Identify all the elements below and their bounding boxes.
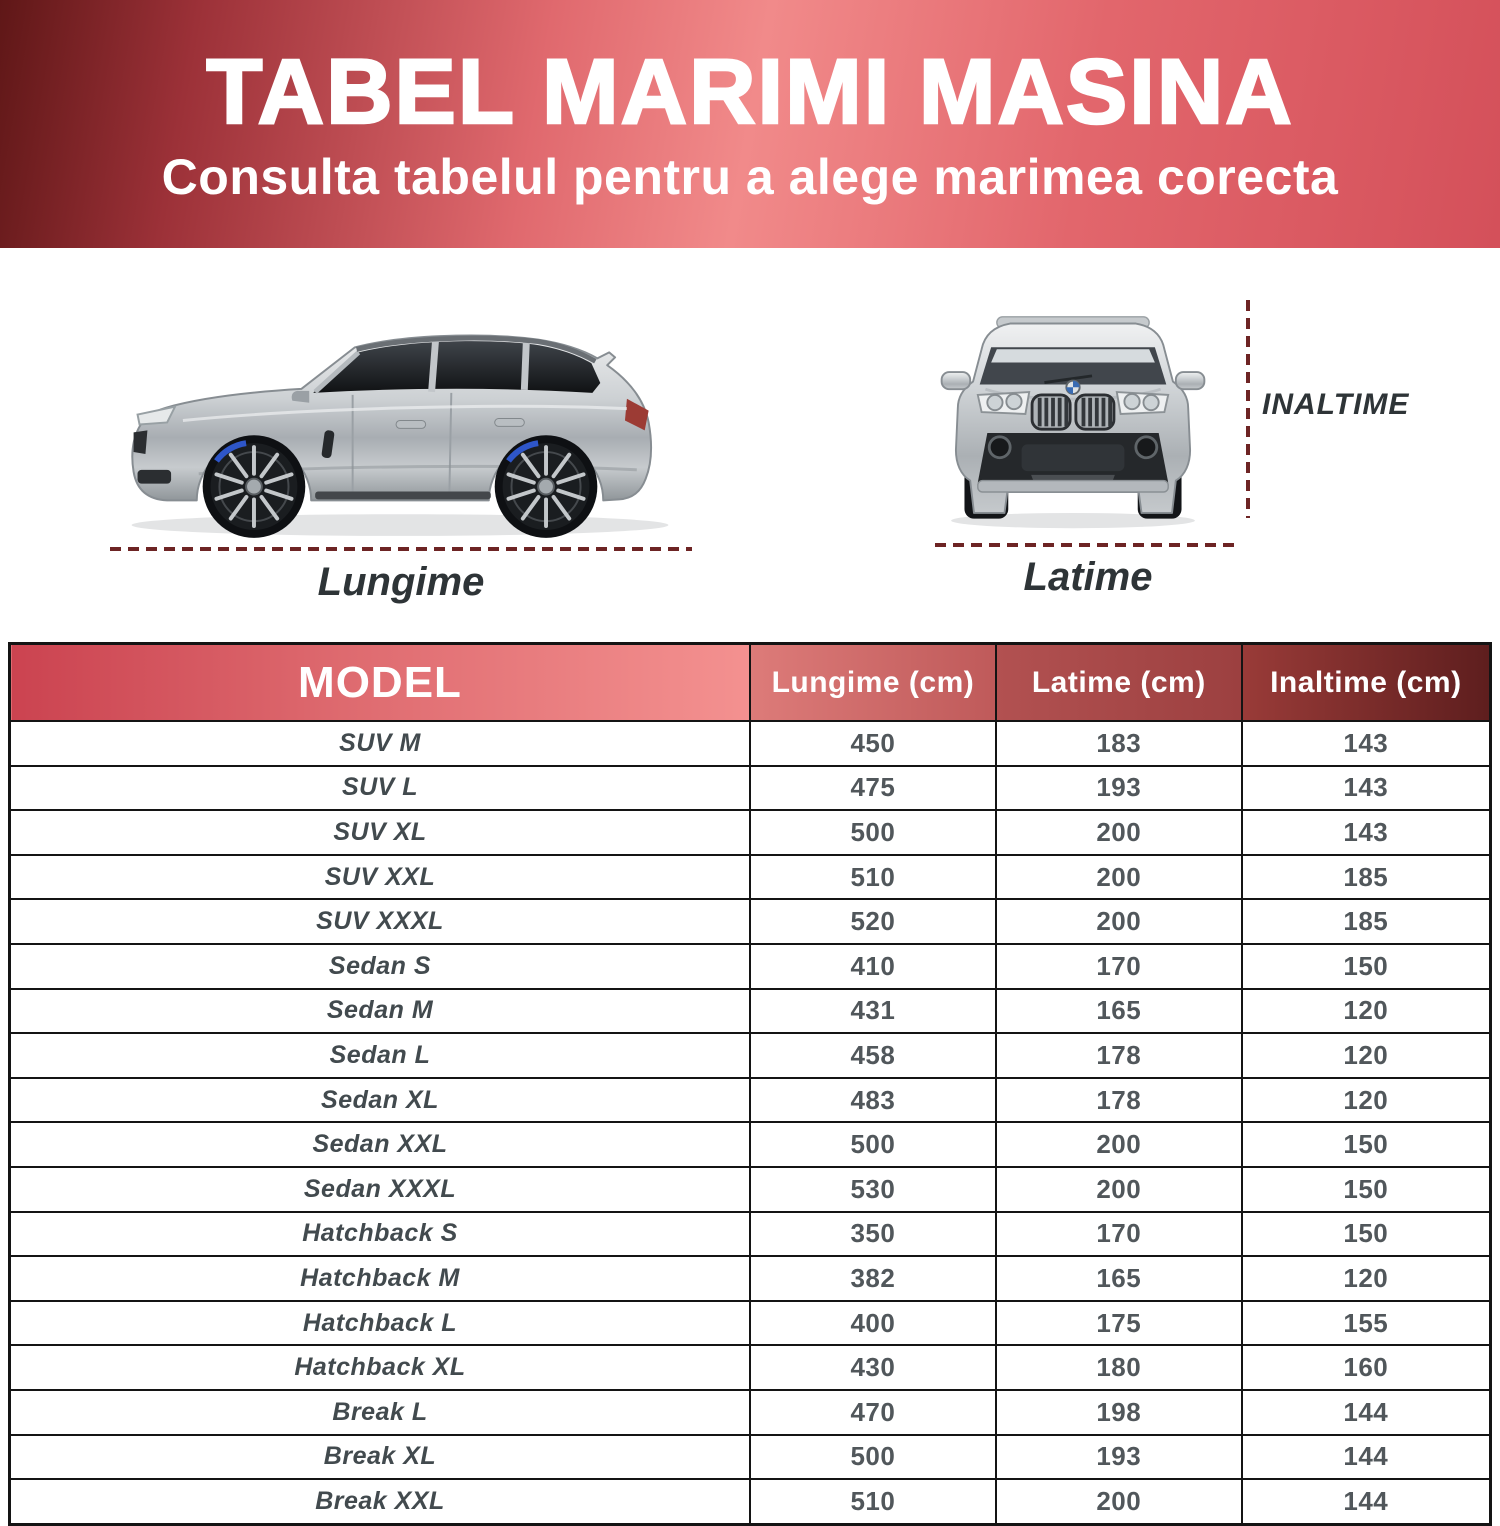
model-cell: Hatchback L	[10, 1301, 751, 1346]
width-cell: 165	[996, 989, 1242, 1034]
width-cell: 193	[996, 766, 1242, 811]
length-cell: 470	[750, 1390, 996, 1435]
width-cell: 200	[996, 1167, 1242, 1212]
model-cell: Sedan XXXL	[10, 1167, 751, 1212]
model-cell: Sedan M	[10, 989, 751, 1034]
height-cell: 150	[1242, 1122, 1491, 1167]
length-cell: 400	[750, 1301, 996, 1346]
windshield-reflection	[991, 349, 1155, 362]
length-cell: 458	[750, 1033, 996, 1078]
height-cell: 150	[1242, 1212, 1491, 1257]
model-cell: Break XXL	[10, 1479, 751, 1524]
table-row	[10, 1122, 1491, 1167]
model-cell: Sedan S	[10, 944, 751, 989]
model-cell: SUV XL	[10, 810, 751, 855]
bumper-lip	[978, 481, 1168, 492]
length-cell: 520	[750, 899, 996, 944]
width-cell: 200	[996, 855, 1242, 900]
table-row	[10, 989, 1491, 1034]
length-label: Lungime	[317, 560, 485, 604]
size-table-wrap	[8, 642, 1492, 1526]
height-cell: 120	[1242, 1256, 1491, 1301]
left-mirror	[942, 372, 971, 389]
table-row	[10, 810, 1491, 855]
front-wheel	[203, 435, 306, 538]
banner	[0, 0, 1500, 248]
width-dashed-line	[935, 543, 1241, 547]
height-cell: 120	[1242, 1078, 1491, 1123]
width-cell: 170	[996, 1212, 1242, 1257]
bumper-vent	[138, 470, 172, 484]
width-cell: 200	[996, 810, 1242, 855]
height-cell: 185	[1242, 899, 1491, 944]
size-table-head	[10, 644, 1491, 722]
height-cell: 120	[1242, 1033, 1491, 1078]
width-cell: 175	[996, 1301, 1242, 1346]
model-cell: SUV XXL	[10, 855, 751, 900]
height-cell: 120	[1242, 989, 1491, 1034]
page-title: TABEL MARIMI MASINA	[206, 41, 1294, 143]
height-cell: 150	[1242, 944, 1491, 989]
column-header-height: Inaltime (cm)	[1242, 644, 1491, 722]
length-cell: 500	[750, 810, 996, 855]
height-cell: 144	[1242, 1479, 1491, 1524]
side-mirror	[292, 391, 310, 403]
left-fog-light	[989, 437, 1010, 458]
table-row	[10, 899, 1491, 944]
width-cell: 170	[996, 944, 1242, 989]
table-row	[10, 1390, 1491, 1435]
table-row	[10, 721, 1491, 766]
length-cell: 382	[750, 1256, 996, 1301]
size-table	[8, 642, 1492, 1526]
width-cell: 193	[996, 1435, 1242, 1480]
c-pillar	[524, 343, 526, 390]
height-cell: 150	[1242, 1167, 1491, 1212]
length-cell: 483	[750, 1078, 996, 1123]
length-cell: 430	[750, 1345, 996, 1390]
height-label: INALTIME	[1262, 388, 1410, 421]
table-row	[10, 1212, 1491, 1257]
height-cell: 143	[1242, 766, 1491, 811]
front-grille	[134, 430, 148, 454]
rocker-panel	[315, 492, 491, 500]
size-table-body	[10, 721, 1491, 1524]
width-cell: 165	[996, 1256, 1242, 1301]
width-cell: 178	[996, 1033, 1242, 1078]
table-row	[10, 1301, 1491, 1346]
height-dashed-line	[1246, 300, 1250, 518]
length-cell: 450	[750, 721, 996, 766]
table-row	[10, 1256, 1491, 1301]
height-cell: 143	[1242, 721, 1491, 766]
table-row	[10, 1479, 1491, 1524]
length-cell: 350	[750, 1212, 996, 1257]
length-dashed-line	[110, 547, 692, 551]
door-handle	[495, 419, 525, 427]
width-cell: 200	[996, 1479, 1242, 1524]
rear-wheel	[495, 435, 598, 538]
table-row	[10, 1078, 1491, 1123]
model-cell: Sedan XL	[10, 1078, 751, 1123]
length-cell: 530	[750, 1167, 996, 1212]
table-row	[10, 1345, 1491, 1390]
width-label: Latime	[1023, 555, 1153, 599]
page-subtitle: Consulta tabelul pentru a alege marimea corecta	[161, 149, 1339, 205]
model-cell: Break XL	[10, 1435, 751, 1480]
length-cell: 510	[750, 855, 996, 900]
model-cell: Hatchback S	[10, 1212, 751, 1257]
door-handle	[396, 420, 426, 428]
car-shadow	[132, 514, 669, 536]
width-cell: 178	[996, 1078, 1242, 1123]
height-cell: 143	[1242, 810, 1491, 855]
header-row	[10, 644, 1491, 722]
height-cell: 155	[1242, 1301, 1491, 1346]
table-row	[10, 766, 1491, 811]
model-cell: Break L	[10, 1390, 751, 1435]
height-cell: 144	[1242, 1390, 1491, 1435]
air-intake	[1022, 444, 1125, 471]
model-cell: SUV L	[10, 766, 751, 811]
width-cell: 200	[996, 1122, 1242, 1167]
length-cell: 500	[750, 1435, 996, 1480]
table-row	[10, 1435, 1491, 1480]
length-cell: 475	[750, 766, 996, 811]
model-cell: Sedan L	[10, 1033, 751, 1078]
length-cell: 500	[750, 1122, 996, 1167]
right-fog-light	[1136, 437, 1157, 458]
table-row	[10, 944, 1491, 989]
width-cell: 198	[996, 1390, 1242, 1435]
right-mirror	[1176, 372, 1205, 389]
table-row	[10, 1033, 1491, 1078]
length-cell: 431	[750, 989, 996, 1034]
length-cell: 510	[750, 1479, 996, 1524]
car-side-view-illustration	[104, 296, 696, 543]
width-cell: 183	[996, 721, 1242, 766]
height-cell: 185	[1242, 855, 1491, 900]
column-header-model: MODEL	[10, 644, 751, 722]
model-cell: SUV XXXL	[10, 899, 751, 944]
height-cell: 160	[1242, 1345, 1491, 1390]
car-front-view-illustration	[930, 294, 1216, 532]
model-cell: Hatchback M	[10, 1256, 751, 1301]
model-cell: Hatchback XL	[10, 1345, 751, 1390]
model-cell: Sedan XXL	[10, 1122, 751, 1167]
column-header-width: Latime (cm)	[996, 644, 1242, 722]
width-cell: 200	[996, 899, 1242, 944]
length-cell: 410	[750, 944, 996, 989]
b-pillar	[432, 341, 436, 392]
model-cell: SUV M	[10, 721, 751, 766]
table-row	[10, 855, 1491, 900]
height-cell: 144	[1242, 1435, 1491, 1480]
column-header-length: Lungime (cm)	[750, 644, 996, 722]
table-row	[10, 1167, 1491, 1212]
width-cell: 180	[996, 1345, 1242, 1390]
